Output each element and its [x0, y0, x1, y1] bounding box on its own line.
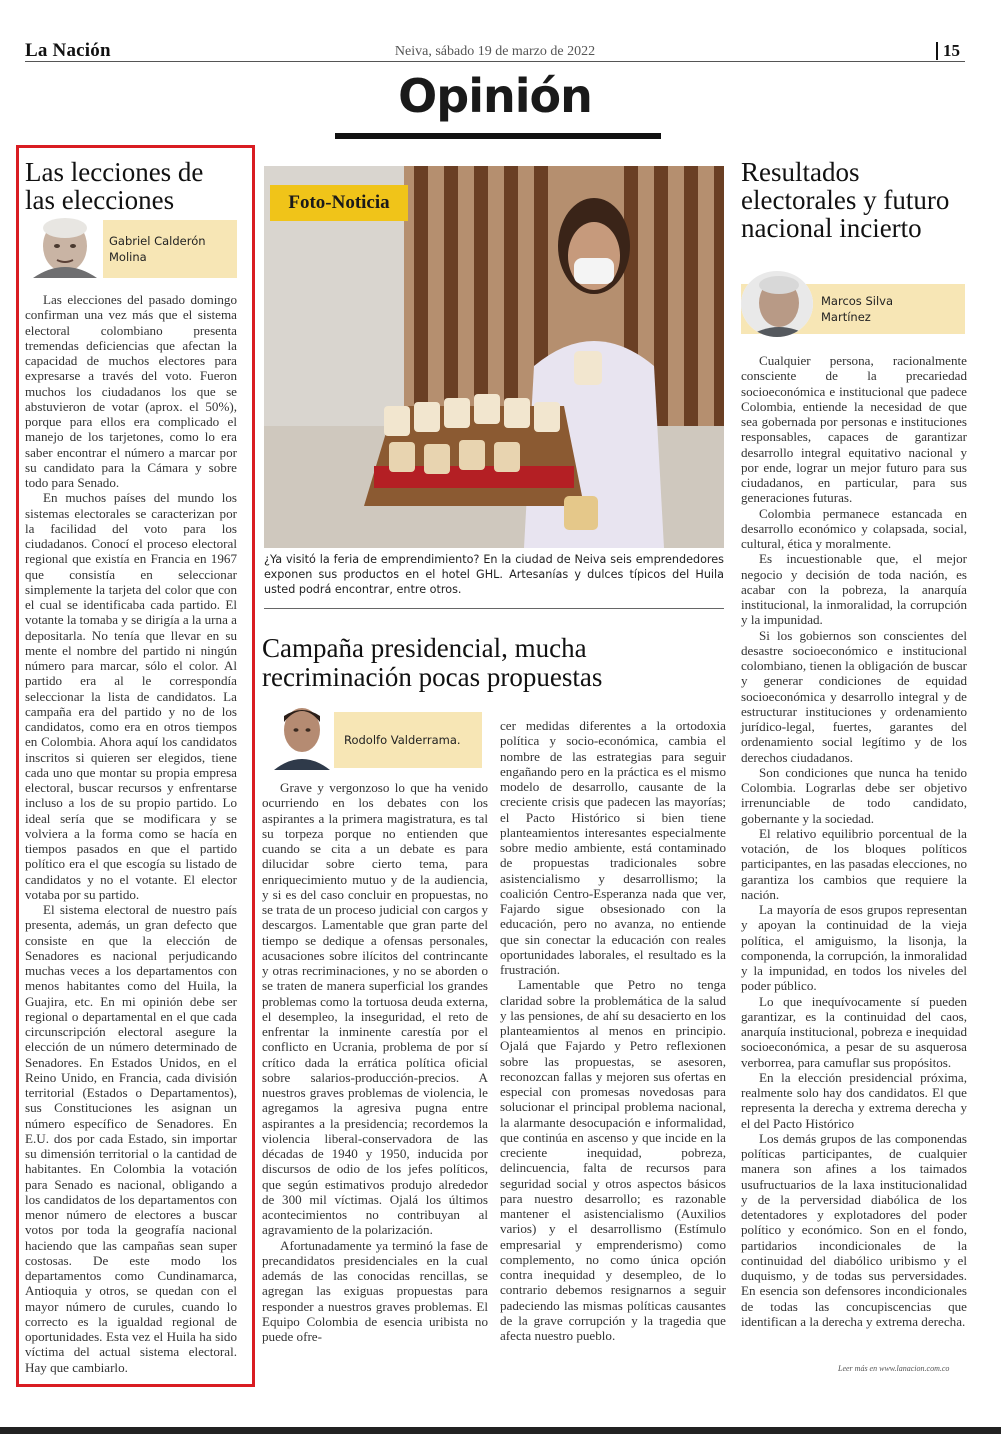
article-body	[741, 353, 967, 1329]
article-headline: Las lecciones de las elecciones	[25, 157, 204, 215]
paragraph: Colombia permanece estancada en desarrollo económico y colapsada, social, cultural, ética y moralmente.	[741, 505, 967, 551]
photo-news-tag: Foto-Noticia	[270, 185, 408, 221]
article-lecciones	[25, 158, 237, 1375]
page-bottom-bar	[0, 1427, 1001, 1434]
author-byline	[25, 220, 237, 278]
dateline: Neiva, sábado 19 de marzo de 2022	[394, 44, 596, 59]
paragraph: El relativo equilibrio porcentual de la votación, de los bloques políticos participantes, en las pasadas elecciones, no garantiza los cambios que requiere la nación.	[741, 825, 967, 902]
paragraph: Grave y vergonzoso lo que ha venido ocurriendo en los debates con los aspirantes a la primera magistratura, es tal su torpeza porque no entienden que cuando se cita a un debate es para dilucidar sobre cierto tema, para enriquecimiento mutuo y de la audiencia, y si es del caso concluir en propuestas, no se trata de un proceso judicial con cargos y descargos. Lamentable que gran parte del tiempo se dedique a ofensas personales, acusaciones sobre ilícitos del contrincante y otras recriminaciones, y no se aborden o se traten de manera superficial los grandes problemas como la tortuosa deuda externa, el desempleo, la inseguridad, el reto de enfrentar la inminente carestía por el conflicto en Ucrania, problema de por sí crítico dada la errática política oficial sobre salarios-producción-precios. A nuestros graves problemas de violencia, le agregamos la agresiva pugna entre aspirantes a la presidencia; recordemos la violencia liberal-conservadora de las décadas de 1940 y 1950, inducida por discursos de odio de los jefes políticos, que según estimativos produjo alrededor de 300 mil víctimas. Ojalá los últimos acontecimientos no contribuyan al agravamiento de la polarización.	[262, 780, 488, 1238]
paragraph: En muchos países del mundo los sistemas electorales se caracterizan por la facilidad del voto para los ciudadanos. Conocí el proceso electoral regional que existía en Francia en 1967 que consistía en seleccionar simplemente la tarjeta del color que con el cual se identificaba cada partido. El votante la tomaba y se dirigía a la urna a depositarla. No tenía que llevar en su mente el nombre del partido ni ningún número para marcar, sólo el color. Al partido era al le correspondía seleccionar la lista de candidatos. La campaña era del partido y no de los candidatos, como era en otros tiempos en Colombia. Ahora aquí los candidatos inscritos si quieren ser elegidos, tiene cada uno que montar su propia empresa electoral, buscar recursos y enfrentarse incluso a los de su propio partido. Lo ideal sería que se modificara y se volviera a la forma como se hacía en tiempos pasados en que el partido político era el que escogía su listado de candidatos y no el votante. El elector votaba por su partido.	[25, 490, 237, 902]
paragraph: Si los gobiernos son conscientes del desastre socioeconómico e institucional colombiano, tienen la obligación de buscar y generar condiciones de equidad socioeconómica y desarrollo integral y de estructurar instituciones y ordenamiento jurídico-legal, fuertes, garantes del ordenamiento social legítimo y de los derechos ciudadanos.	[741, 627, 967, 765]
paragraph: Es incuestionable que, el mejor negocio y decisión de toda nación, es acabar con la pobreza, la anarquía institucional, la inmoralidad, la corrupción y la impunidad.	[741, 551, 967, 628]
article-body-col-b	[500, 718, 726, 1343]
paragraph: La mayoría de esos grupos representan y apoyan la continuidad de la vieja política, el amiguismo, la lisonja, la componenda, la corrupción, la inmoralidad y la impunidad, en todos los niveles del poder público.	[741, 902, 967, 994]
author-photo	[25, 216, 103, 278]
author-photo	[741, 271, 813, 337]
article-resultados	[741, 158, 965, 242]
paragraph: Cualquier persona, racionalmente consciente de la precariedad socioeconómica e institucional que padece Colombia, entiende la necesidad de que sea gobernada por personas e instituciones responsables, capaces de garantizar desarrollo integral equitativo nacional y por ende, lograr un mejor futuro para sus ciudadanos, en particular, para sus generaciones futuras.	[741, 353, 967, 506]
paragraph: Son condiciones que nunca ha tenido Colombia. Lograrlas debe ser objetivo irrenunciable de todo candidato, gobernante y la sociedad.	[741, 764, 967, 826]
paragraph: Lo que inequívocamente sí pueden garantizar, es la continuidad del caos, anarquía institucional, pobreza e inequidad socioeconómica, a pesar de su asquerosa verborrea, para camuflar sus propósitos.	[741, 993, 967, 1070]
article-body-col-a	[262, 780, 488, 1344]
section-underline	[335, 133, 661, 139]
read-more-link[interactable]: Leer más en www.lanacion.com.co	[838, 1364, 950, 1373]
photo-news-image	[264, 166, 724, 548]
article-campana	[262, 634, 722, 692]
newspaper-logo: La Nación	[25, 40, 111, 61]
paragraph: El sistema electoral de nuestro país presenta, además, un gran defecto que consiste en que la elección de Senadores es nacional perjudicando muchas veces a los departamentos con menos habitantes como del Huila, la Guajira, etc. En mi opinión debe ser regional o departamental en el que cada circunscripción electoral asegure la elección de un número determinado de Senadores. En Estados Unidos, en el Reino Unido, en Francia, cada división territorial (Estados o Departamentos), sus Constituciones les asignan un número específico de Senadores. En E.U. dos por cada Estado, sin importar su dimensión territorial o la cantidad de habitantes. En Colombia la votación para Senado es nacional, obligando a los candidatos de los departamentos con menor número de electores a buscar votos por toda la geografía nacional haciendo que las campañas sean super costosas. De este modo los departamentos como Cundinamarca, Antioquia y otros, se quedan con el mayor número de curules, cuando lo correcto es la igualdad regional de oportunidades. Esta vez el Huila ha sido víctima del actual sistema electoral. Hay que cambiarlo.	[25, 902, 237, 1375]
paragraph: En la elección presidencial próxima, realmente solo hay dos candidatos. El que representa la derecha y extrema derecha y el del Pacto Histórico	[741, 1069, 967, 1131]
article-body	[25, 292, 237, 1375]
paragraph: Los demás grupos de las componendas políticas participantes, de cualquier manera son afines a los taimados usufructuarios de la laxa institucionalidad y de la perversidad diabólica de los detentadores y explotadores del poder político y económico. Son en el fondo, partidarios incondicionales de la continuidad del diabólico uribismo y el duquismo, y de todas sus perversidades. En esencia son defensores incondicionales de todas las concupiscencias que identifican a la derecha y extrema derecha.	[741, 1130, 967, 1329]
paragraph: cer medidas diferentes a la ortodoxia política y socio-económica, cambia el nombre de las estrategias para seguir engañando pero en la práctica es el mismo modelo de desarrollo, causante de la creciente crisis que padecen las mayorías; el Pacto Histórico si bien tiene planteamientos interesantes especialmente sobre medio ambiente, está contaminado de propuestas tradicionales sobre asistencialismo y desarrollismo; la coalición Centro-Esperanza nada que ver, Fajardo sigue obsesionado con la educación, pero no avanza, no entiende que sin conectar la educación con reales oportunidades laborales, el resultado es la frustración.	[500, 718, 726, 977]
author-photo	[270, 702, 334, 770]
photo-caption: ¿Ya visitó la feria de emprendimiento? En la ciudad de Neiva seis emprendedores exponen sus productos en el hotel GHL. Artesanías y dulces típicos del Huila usted podrá encontrar, entre otros.	[264, 553, 724, 596]
header-divider	[25, 61, 965, 62]
page-number: 15	[936, 42, 960, 60]
author-byline	[741, 284, 965, 334]
paragraph: Las elecciones del pasado domingo confirman una vez más que el sistema electoral colombiano presenta tremendas deficiencias que afectan la capacidad de muchos electores para expresarse a través del voto. Fueron muchos los ciudadanos los que se abstuvieron de votar (aprox. el 50%), porque para ellos era complicado el manejo de los tarjetones, como lo era saber encontrar el número a marcar por su candidato para la Cámara y sobre todo para Senado.	[25, 292, 237, 490]
article-headline: Campaña presidencial, mucha recriminación pocas propuestas	[262, 633, 603, 692]
author-byline	[270, 712, 482, 768]
article-headline: Resultados electorales y futuro nacional incierto	[741, 157, 950, 243]
section-title: Opinión	[398, 69, 592, 123]
paragraph: Afortunadamente ya terminó la fase de precandidatos presidenciales en la cual además de las conocidas rencillas, se agregan las exiguas propuestas para responder a nuestros graves problemas. El Equipo Colombia de esencia uribista no puede ofre-	[262, 1237, 488, 1344]
author-name: Marcos Silva Martínez	[821, 294, 893, 324]
section-divider	[264, 608, 724, 609]
author-name: Rodolfo Valderrama.	[344, 733, 461, 747]
author-name: Gabriel Calderón Molina	[109, 234, 206, 264]
paragraph: Lamentable que Petro no tenga claridad sobre la problemática de la salud y las pensiones, de ahí su desacierto en los planteamientos al menos en principio. Ojalá que Fajardo y Petro reflexionen sobre las propuestas, se asesoren, reconozcan fallas y mejoren sus ofertas en especial con promesas novedosas para solucionar el principal problema nacional, la alarmante desocupación e informalidad, que continúa en ascenso y que incide en la creciente inequidad, pobreza, delincuencia, falta de recursos para seguridad social y otros aspectos básicos para nuestro desarrollo; es razonable mantener el asistencialismo (Auxilios varios) y el desarrollismo (Estímulo empresarial y emprenderismo) como complemento, no como única opción contra inequidad y desempleo, de lo contrario debemos resignarnos a seguir padeciendo las mismas políticas causantes de la grave corrupción y la tragedia que afecta nuestro pueblo.	[500, 977, 726, 1343]
